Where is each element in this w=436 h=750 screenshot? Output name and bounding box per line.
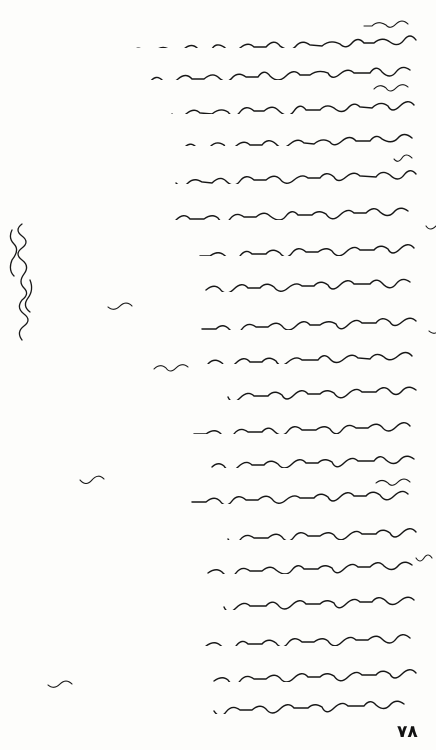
manuscript-line	[38, 28, 418, 48]
manuscript-line	[38, 310, 418, 330]
manuscript-line	[38, 694, 418, 714]
manuscript-line	[38, 236, 418, 256]
manuscript-line	[38, 60, 418, 80]
interlinear-addition	[370, 80, 410, 92]
interlinear-addition	[360, 16, 410, 28]
manuscript-line	[38, 344, 418, 364]
manuscript-line	[38, 484, 418, 504]
interlinear-addition	[390, 150, 414, 162]
interlinear-addition	[40, 676, 74, 688]
manuscript-line	[38, 164, 418, 184]
interlinear-addition	[425, 322, 436, 334]
manuscript-line	[38, 200, 418, 220]
manuscript-line	[38, 590, 418, 610]
interlinear-addition	[100, 298, 134, 310]
manuscript-line	[38, 448, 418, 468]
interlinear-addition	[420, 218, 436, 230]
interlinear-addition	[70, 472, 106, 484]
manuscript-line	[38, 626, 418, 646]
manuscript-line	[38, 520, 418, 540]
manuscript-line	[38, 94, 418, 114]
manuscript-line	[38, 272, 418, 292]
manuscript-line	[38, 414, 418, 434]
interlinear-addition	[414, 550, 434, 562]
handwritten-text-block	[30, 22, 418, 712]
manuscript-line	[38, 126, 418, 146]
marginal-note	[4, 220, 36, 350]
interlinear-addition	[370, 474, 412, 486]
manuscript-line	[38, 662, 418, 682]
manuscript-line	[38, 554, 418, 574]
interlinear-addition	[150, 360, 190, 372]
page-number: ۷۸	[397, 722, 418, 742]
manuscript-line	[38, 380, 418, 400]
